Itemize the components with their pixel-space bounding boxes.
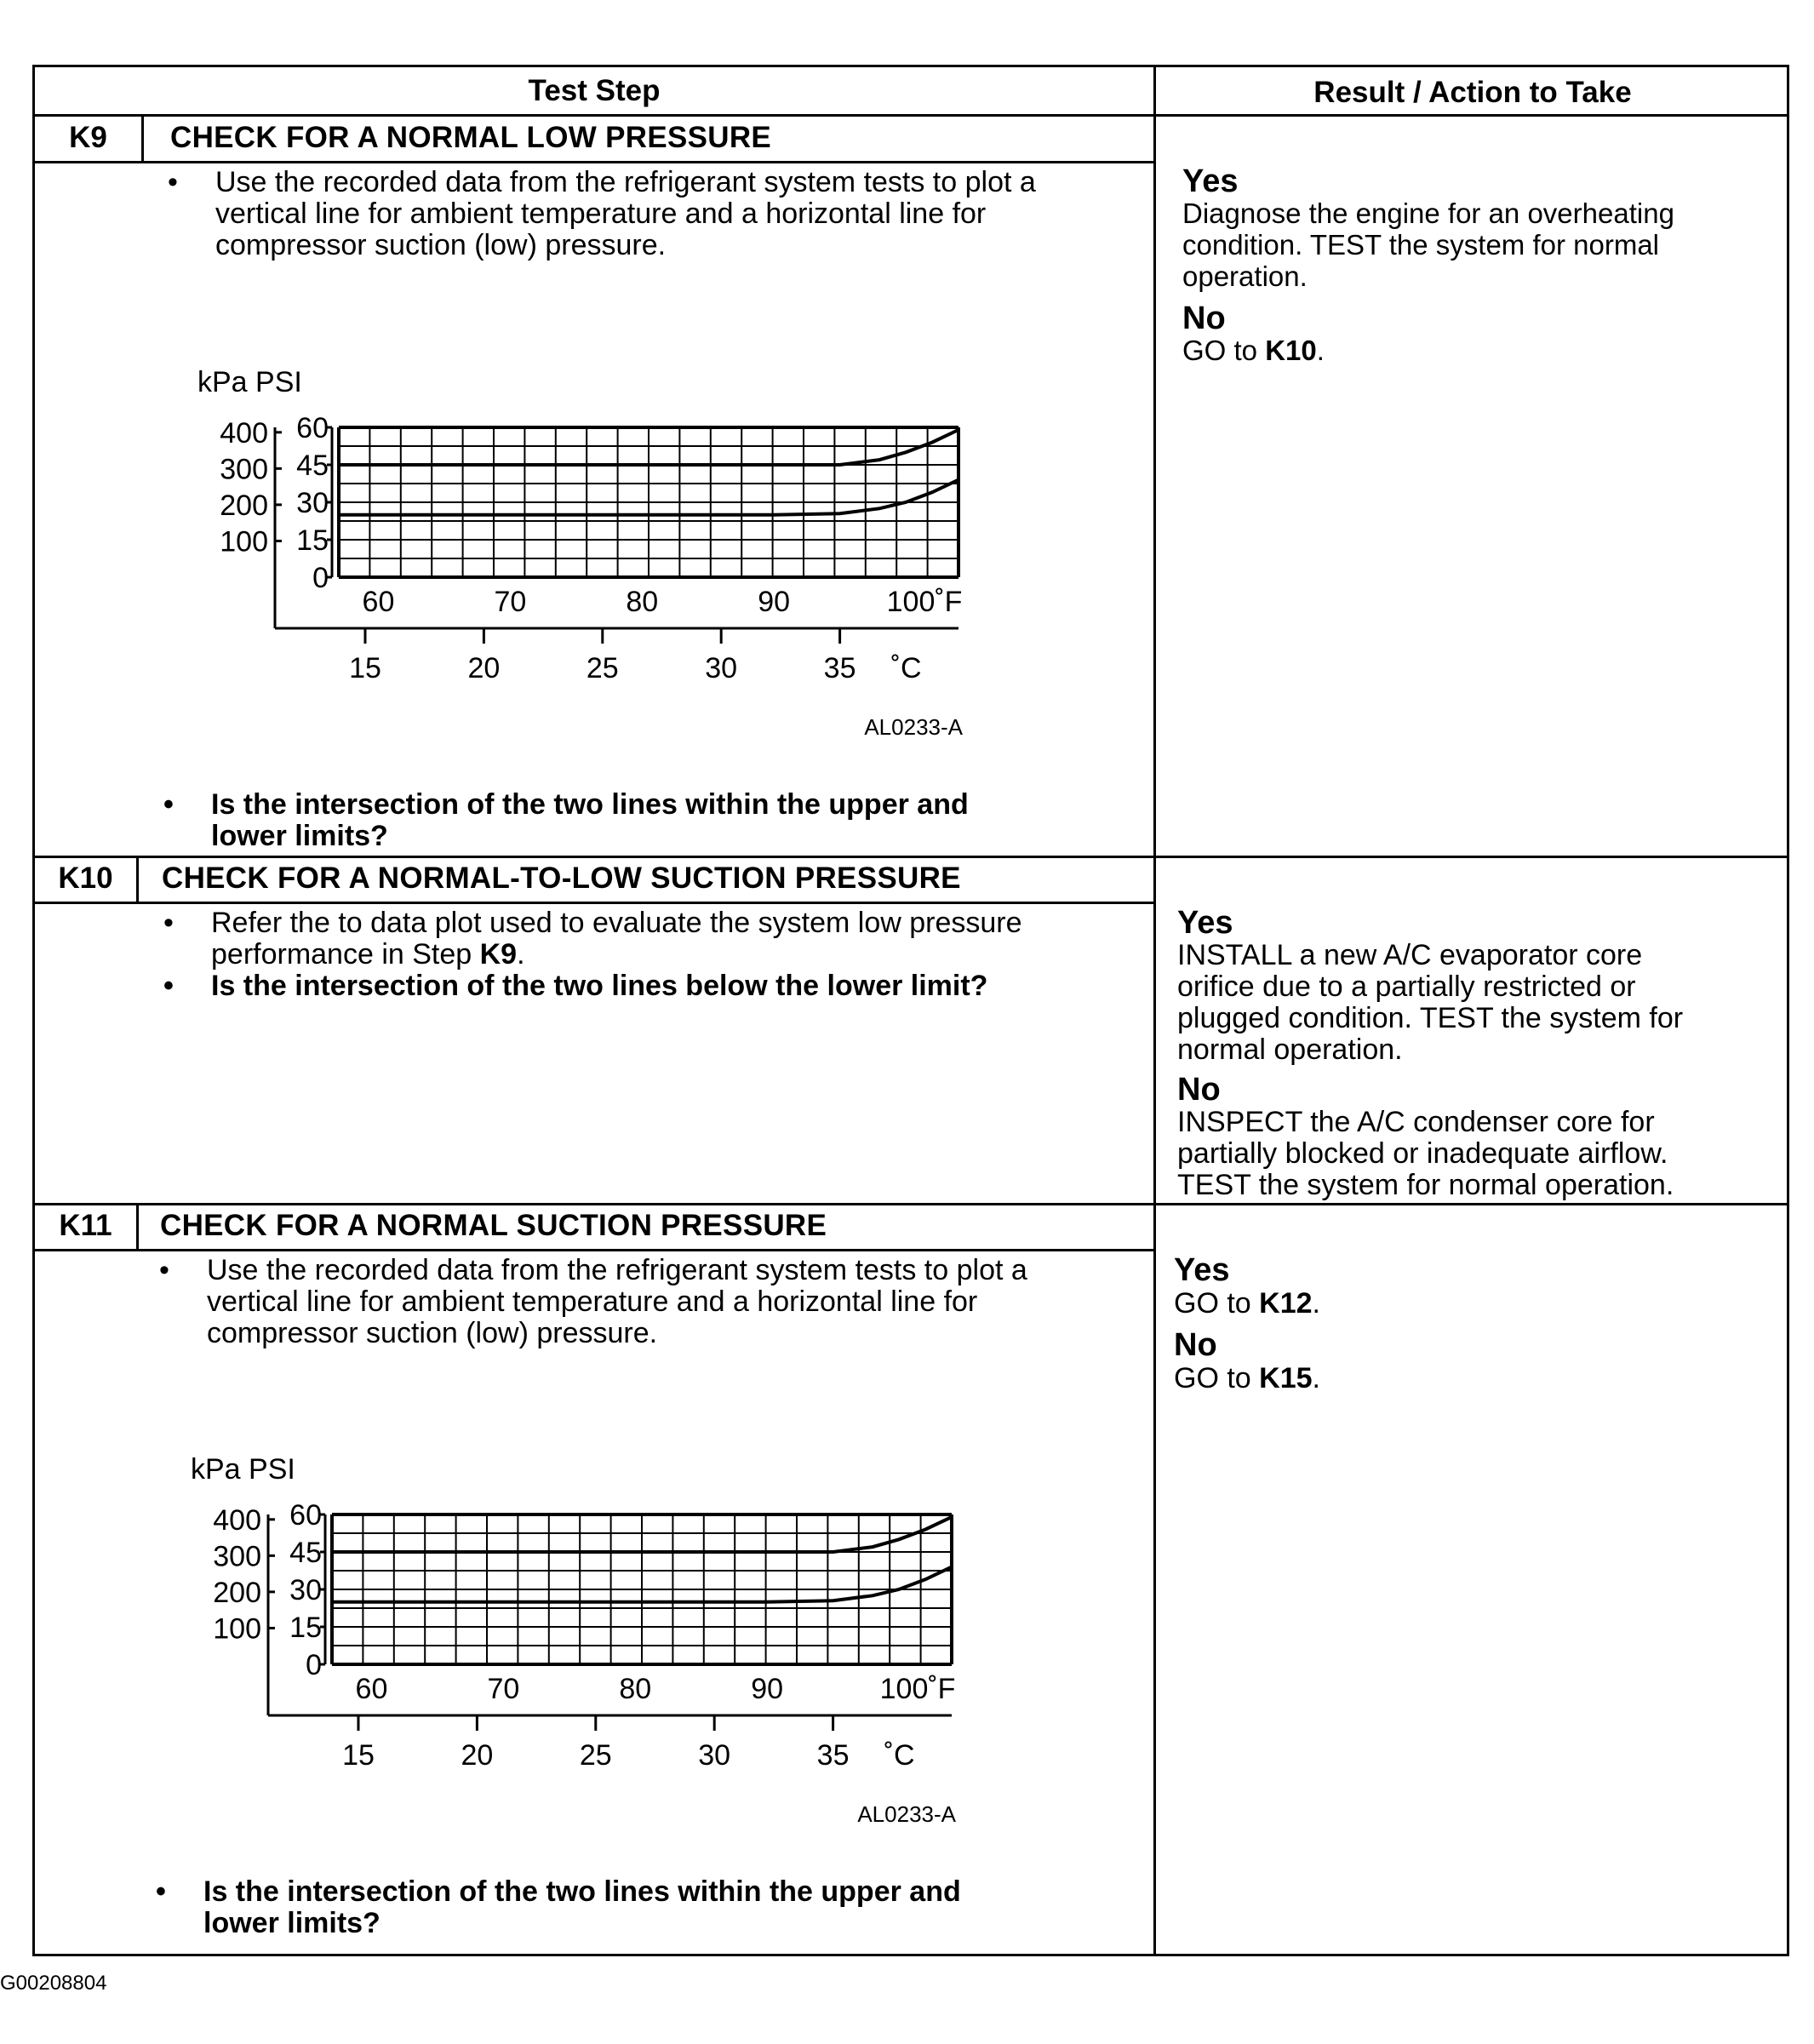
k10-no-line-2: partially blocked or inadequate airflow. <box>1177 1137 1668 1170</box>
k9-no-label: No <box>1182 301 1226 336</box>
x-tick-label-fahrenheit: 90 <box>751 1673 784 1705</box>
k11-question-line-2: lower limits? <box>203 1907 381 1939</box>
k9-no-action <box>1182 335 1778 366</box>
k10-instruction-line-2 <box>211 939 1139 970</box>
k10-step-ref: K9 <box>479 938 518 970</box>
k11-no-label: No <box>1174 1327 1217 1363</box>
column-divider <box>1153 65 1156 1956</box>
k9-instruction <box>168 166 1135 261</box>
k9-no-prefix: GO to <box>1182 335 1266 366</box>
x-tick-label-celsius: 30 <box>705 652 738 684</box>
x-tick-label-celsius: 20 <box>467 652 501 684</box>
k9-instruction-line-1: Use the recorded data from the refrigerant system tests to plot a <box>215 166 1036 198</box>
bullet-icon: • <box>163 970 174 1002</box>
k11-no-suffix: . <box>1312 1362 1320 1394</box>
bullet-icon: • <box>168 166 178 198</box>
y-tick-label-psi: 30 <box>289 1574 322 1606</box>
y-axis-label: kPa PSI <box>191 1453 295 1486</box>
k11-id-divider <box>136 1203 139 1251</box>
k10-instruction-line-2-end: . <box>517 938 525 970</box>
k11-yes-suffix: . <box>1312 1287 1320 1320</box>
k9-step-title: CHECK FOR A NORMAL LOW PRESSURE <box>170 121 772 154</box>
k10-title-border <box>32 902 1156 904</box>
k11-question <box>156 1875 1131 1939</box>
k10-yes-line-2: orifice due to a partially restricted or <box>1177 970 1636 1003</box>
k10-no-label: No <box>1177 1072 1221 1108</box>
x-tick-label-fahrenheit: 100˚F <box>886 586 963 618</box>
k10-question-line-1: Is the intersection of the two lines below the lower limit? <box>211 970 988 1002</box>
k9-question-line-2: lower limits? <box>211 820 388 852</box>
y-tick-label-psi: 45 <box>289 1537 322 1569</box>
k9-yes-line-3: operation. <box>1182 261 1308 292</box>
k11-yes-prefix: GO to <box>1174 1287 1260 1320</box>
x-tick-label-celsius: 15 <box>349 652 381 684</box>
chart-figure-code: AL0233-A <box>857 1801 956 1827</box>
k11-no-prefix: GO to <box>1174 1362 1260 1394</box>
y-tick-label-kpa: 400 <box>213 1503 261 1537</box>
x-axis-unit-celsius: ˚C <box>884 1739 915 1772</box>
k11-step-title: CHECK FOR A NORMAL SUCTION PRESSURE <box>160 1209 827 1242</box>
bullet-icon: • <box>156 1875 166 1908</box>
y-tick-label-kpa: 200 <box>220 489 268 522</box>
y-tick-label-psi: 30 <box>296 487 329 519</box>
x-tick-label-fahrenheit: 100˚F <box>879 1673 956 1705</box>
x-tick-label-celsius: 20 <box>461 1739 494 1772</box>
bullet-icon: • <box>159 1254 169 1286</box>
k9-instruction-line-2: vertical line for ambient temperature and a horizontal line for <box>215 198 987 230</box>
k9-instruction-line-3: compressor suction (low) pressure. <box>215 229 667 261</box>
k11-instruction-line-1: Use the recorded data from the refrigerant system tests to plot a <box>207 1254 1027 1286</box>
k9-id-divider <box>141 114 144 163</box>
k11-question-line-1: Is the intersection of the two lines within the upper and <box>203 1875 961 1908</box>
k9-no-target: K10 <box>1265 335 1317 366</box>
k10-no-line-1: INSPECT the A/C condenser core for <box>1177 1106 1655 1138</box>
k10-instruction-line-2-text: performance in Step <box>211 938 480 970</box>
k10-question <box>163 970 1139 1002</box>
y-tick-label-psi: 0 <box>312 562 329 594</box>
x-axis-unit-celsius: ˚C <box>890 652 922 684</box>
k9-question-line-1: Is the intersection of the two lines within the upper and <box>211 788 969 821</box>
k10-yes-line-3: plugged condition. TEST the system for <box>1177 1002 1684 1034</box>
k11-yes-action <box>1174 1288 1320 1320</box>
x-tick-label-fahrenheit: 70 <box>494 586 527 618</box>
k10-step-title: CHECK FOR A NORMAL-TO-LOW SUCTION PRESSURE <box>162 862 961 895</box>
k11-instruction <box>159 1254 1135 1349</box>
y-tick-label-psi: 60 <box>289 1499 322 1532</box>
y-tick-label-kpa: 200 <box>213 1576 261 1609</box>
k10-yes-label: Yes <box>1177 905 1233 941</box>
x-tick-label-fahrenheit: 90 <box>758 586 791 618</box>
k11-yes-target: K12 <box>1259 1287 1313 1320</box>
y-tick-label-kpa: 100 <box>213 1612 261 1646</box>
k9-yes-line-1: Diagnose the engine for an overheating <box>1182 198 1674 229</box>
k10-yes-line-1: INSTALL a new A/C evaporator core <box>1177 939 1643 971</box>
x-tick-label-celsius: 35 <box>823 652 856 684</box>
k9-yes-line-2: condition. TEST the system for normal <box>1182 229 1660 261</box>
y-tick-label-psi: 15 <box>289 1612 322 1644</box>
k11-no-target: K15 <box>1259 1362 1313 1394</box>
k11-title-border <box>32 1249 1156 1251</box>
k9-yes-action <box>1182 198 1778 292</box>
y-tick-label-psi: 0 <box>306 1649 322 1681</box>
x-tick-label-fahrenheit: 60 <box>355 1673 388 1705</box>
header-result-action: Result / Action to Take <box>1313 76 1632 109</box>
k9-no-suffix: . <box>1316 335 1325 366</box>
x-tick-label-fahrenheit: 70 <box>487 1673 520 1705</box>
k9-title-border <box>32 161 1156 163</box>
k9-pressure-chart <box>194 358 977 766</box>
k10-step-id: K10 <box>58 862 113 895</box>
k9-step-id: K9 <box>69 121 107 154</box>
bullet-icon: • <box>163 907 174 939</box>
k11-instruction-line-3: compressor suction (low) pressure. <box>207 1317 658 1349</box>
k10-instruction <box>163 907 1139 970</box>
y-tick-label-kpa: 300 <box>220 453 268 486</box>
k10-id-divider <box>136 856 139 904</box>
k9-question <box>163 788 1130 852</box>
bullet-icon: • <box>163 788 174 821</box>
k9-yes-label: Yes <box>1182 163 1239 199</box>
k11-no-action <box>1174 1363 1320 1394</box>
figure-code: G00208804 <box>0 1972 107 1995</box>
k11-pressure-chart <box>187 1445 970 1853</box>
x-tick-label-celsius: 35 <box>816 1739 850 1772</box>
k11-instruction-line-2: vertical line for ambient temperature and a horizontal line for <box>207 1285 978 1318</box>
k10-no-action <box>1177 1107 1786 1201</box>
k11-yes-label: Yes <box>1174 1252 1230 1288</box>
y-axis-label: kPa PSI <box>197 366 302 398</box>
k10-yes-action <box>1177 940 1786 1066</box>
x-tick-label-fahrenheit: 60 <box>362 586 395 618</box>
k10-instruction-line-1: Refer the to data plot used to evaluate the system low pressure <box>211 907 1022 939</box>
y-tick-label-kpa: 300 <box>213 1540 261 1573</box>
k10-yes-line-4: normal operation. <box>1177 1033 1403 1066</box>
x-tick-label-fahrenheit: 80 <box>619 1673 652 1705</box>
chart-figure-code: AL0233-A <box>864 714 963 740</box>
x-tick-label-celsius: 25 <box>586 652 619 684</box>
x-tick-label-celsius: 30 <box>698 1739 731 1772</box>
k10-no-line-3: TEST the system for normal operation. <box>1177 1169 1674 1201</box>
x-tick-label-fahrenheit: 80 <box>626 586 659 618</box>
x-tick-label-celsius: 25 <box>579 1739 612 1772</box>
y-tick-label-kpa: 400 <box>220 416 268 449</box>
y-tick-label-psi: 15 <box>296 524 329 557</box>
header-test-step: Test Step <box>528 74 661 107</box>
k11-step-id: K11 <box>59 1209 112 1242</box>
x-tick-label-celsius: 15 <box>342 1739 375 1772</box>
y-tick-label-kpa: 100 <box>220 525 268 558</box>
y-tick-label-psi: 60 <box>296 412 329 444</box>
y-tick-label-psi: 45 <box>296 449 329 482</box>
